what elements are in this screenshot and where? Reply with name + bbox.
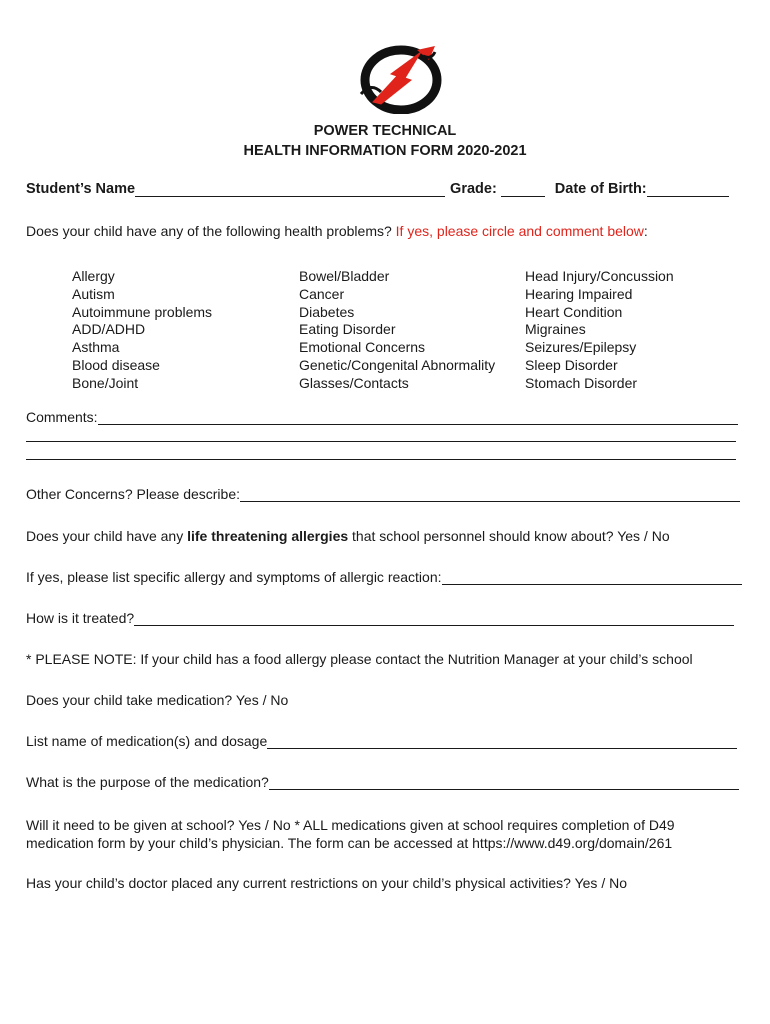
student-info-line [26,181,729,197]
health-question-colon: : [643,223,648,239]
medication-list-line [26,733,737,749]
health-question-text: Does your child have any of the following health problems? [26,223,392,239]
other-concerns-line [26,486,740,502]
student-name-label: Student’s Name [26,181,136,197]
comments-field[interactable] [98,410,738,425]
condition-item[interactable]: Head Injury/Concussion [525,268,674,284]
allergy-question-yes-no[interactable]: that school personnel should know about? Yes / No [348,528,670,544]
condition-item[interactable]: Heart Condition [525,303,623,320]
health-question-instruction: If yes, please circle and comment below [395,223,644,239]
other-concerns-field[interactable] [240,487,740,502]
allergy-question-text: Does your child have any [26,528,188,544]
condition-item[interactable]: Allergy [72,268,115,284]
school-medication-line-2: medication form by your child’s physician. The form can be accessed at https://www.d49.org/domain/261 [26,835,673,851]
condition-item[interactable]: Autism [72,285,115,302]
comments-line [26,409,738,425]
grade-field[interactable] [501,182,545,197]
allergy-question [26,528,670,544]
condition-item[interactable]: Autoimmune problems [72,303,213,320]
other-concerns-label: Other Concerns? Please describe: [26,486,240,502]
comments-field-line-2[interactable] [26,441,736,442]
page-title: POWER TECHNICAL [313,123,457,139]
condition-item[interactable]: Cancer [299,285,345,302]
condition-item[interactable]: Stomach Disorder [525,374,638,391]
student-name-field[interactable] [135,182,445,197]
school-medication-line-1: Will it need to be given at school? Yes / No * ALL medications given at school requires completion of D49 [26,817,675,833]
dob-field[interactable] [647,182,729,197]
condition-item[interactable]: Genetic/Congenital Abnormality [299,356,496,373]
allergy-question-emphasis: life threatening allergies [187,528,349,544]
conditions-column-3 [525,268,674,393]
condition-item[interactable]: Hearing Impaired [525,285,633,302]
condition-item[interactable]: Glasses/Contacts [299,374,409,391]
condition-item[interactable]: Diabetes [299,303,355,320]
condition-item[interactable]: Asthma [72,339,120,356]
condition-item[interactable]: Migraines [525,321,586,338]
comments-field-line-3[interactable] [26,459,736,460]
condition-item[interactable]: Eating Disorder [299,321,396,338]
condition-item[interactable]: Seizures/Epilepsy [525,339,637,356]
school-medication-block [26,816,675,852]
medication-purpose-label: What is the purpose of the medication? [26,774,269,790]
condition-item[interactable]: Blood disease [72,356,160,373]
comments-label: Comments: [26,409,98,425]
conditions-column-1 [72,268,212,393]
conditions-column-2 [299,268,495,393]
allergy-list-field[interactable] [442,570,742,585]
treated-line [26,610,734,626]
condition-item[interactable]: Bowel/Bladder [299,268,390,284]
dob-label: Date of Birth: [554,181,647,197]
medication-purpose-field[interactable] [269,775,739,790]
medication-list-label: List name of medication(s) and dosage [26,733,268,749]
treated-field[interactable] [134,611,734,626]
condition-item[interactable]: Emotional Concerns [299,339,426,356]
medication-purpose-line [26,774,739,790]
allergy-list-line [26,569,742,585]
medication-list-field[interactable] [267,734,737,749]
condition-item[interactable]: Sleep Disorder [525,356,618,373]
health-question [26,223,648,239]
power-logo [351,42,451,114]
page-subtitle: HEALTH INFORMATION FORM 2020-2021 [243,143,527,159]
grade-label: Grade: [450,181,497,197]
food-allergy-note: * PLEASE NOTE: If your child has a food allergy please contact the Nutrition Manager at your child’s school [26,651,693,667]
restrictions-question[interactable]: Has your child’s doctor placed any current restrictions on your child’s physical activities? Yes / No [26,875,627,891]
treated-label: How is it treated? [26,610,135,626]
condition-item[interactable]: ADD/ADHD [72,321,146,338]
allergy-list-label: If yes, please list specific allergy and symptoms of allergic reaction: [26,569,442,585]
medication-question[interactable]: Does your child take medication? Yes / No [26,692,289,708]
condition-item[interactable]: Bone/Joint [72,374,139,391]
